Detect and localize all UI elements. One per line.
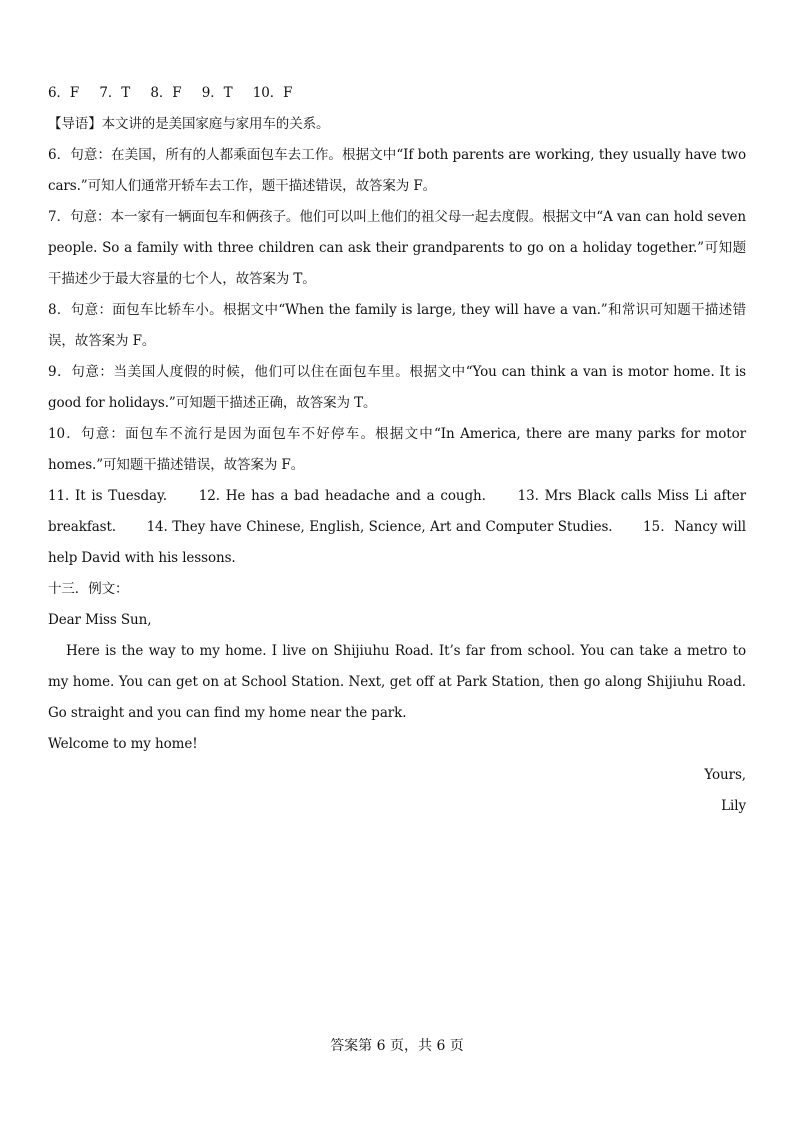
answer-6: 6．F bbox=[48, 85, 80, 101]
short-answer-15: 15．Nancy will help David with his lessons. bbox=[48, 519, 746, 566]
letter-welcome: Welcome to my home! bbox=[48, 736, 198, 752]
section-heading: 十三．例文： bbox=[48, 581, 129, 597]
letter-body: Here is the way to my home. I live on Shijiuhu Road. It’s far from school. You can take a metro to my home. You can get on at School Station. Next, get off at Park Station, then go along Shijiuhu Road. Go straight and you can find my home near the park. bbox=[48, 643, 746, 721]
answer-key-row bbox=[48, 78, 746, 109]
answer-7: 7．T bbox=[99, 85, 131, 101]
explanation-10: 10．句意：面包车不流行是因为面包车不好停车。根据文中“In America, there are many parks for motor homes.”可知题干描述错误，故答案为 F。 bbox=[48, 426, 746, 473]
letter-closing: Yours, bbox=[704, 767, 746, 783]
answer-9: 9．T bbox=[201, 85, 233, 101]
page-content bbox=[48, 78, 746, 822]
intro-paragraph: 【导语】本文讲的是美国家庭与家用车的关系。 bbox=[48, 116, 330, 132]
answer-10: 10．F bbox=[252, 85, 293, 101]
short-answer-13: 13. Mrs Black calls Miss Li after breakfast. bbox=[48, 488, 746, 535]
explanation-9: 9．句意：当美国人度假的时候，他们可以住在面包车里。根据文中“You can think a van is motor home. It is good for holidays.”可知题干描述正确，故答案为 T。 bbox=[48, 364, 746, 411]
letter-signature: Lily bbox=[721, 798, 746, 814]
explanation-6: 6．句意：在美国，所有的人都乘面包车去工作。根据文中“If both parents are working, they usually have two cars.”可知人们通常开轿车去工作，题干描述错误，故答案为 F。 bbox=[48, 147, 746, 194]
short-answer-12: 12. He has a bad headache and a cough. bbox=[198, 488, 486, 504]
page-footer: 答案第 6 页，共 6 页 bbox=[330, 1038, 464, 1054]
short-answer-11: 11. It is Tuesday. bbox=[48, 488, 167, 504]
explanation-8: 8．句意：面包车比轿车小。根据文中“When the family is large, they will have a van.”和常识可知题干描述错误，故答案为 F。 bbox=[48, 302, 746, 349]
answer-8: 8．F bbox=[150, 85, 182, 101]
letter-greeting: Dear Miss Sun, bbox=[48, 612, 152, 628]
short-answers-paragraph bbox=[48, 481, 746, 574]
short-answer-14: 14. They have Chinese, English, Science, Art and Computer Studies. bbox=[146, 519, 613, 535]
explanation-7: 7．句意：本一家有一辆面包车和俩孩子。他们可以叫上他们的祖父母一起去度假。根据文中“A van can hold seven people. So a family with three children can ask their grandparents to go on a holiday together.”可知题干描述少于最大容量的七个人，故答案为 T。 bbox=[48, 209, 746, 287]
